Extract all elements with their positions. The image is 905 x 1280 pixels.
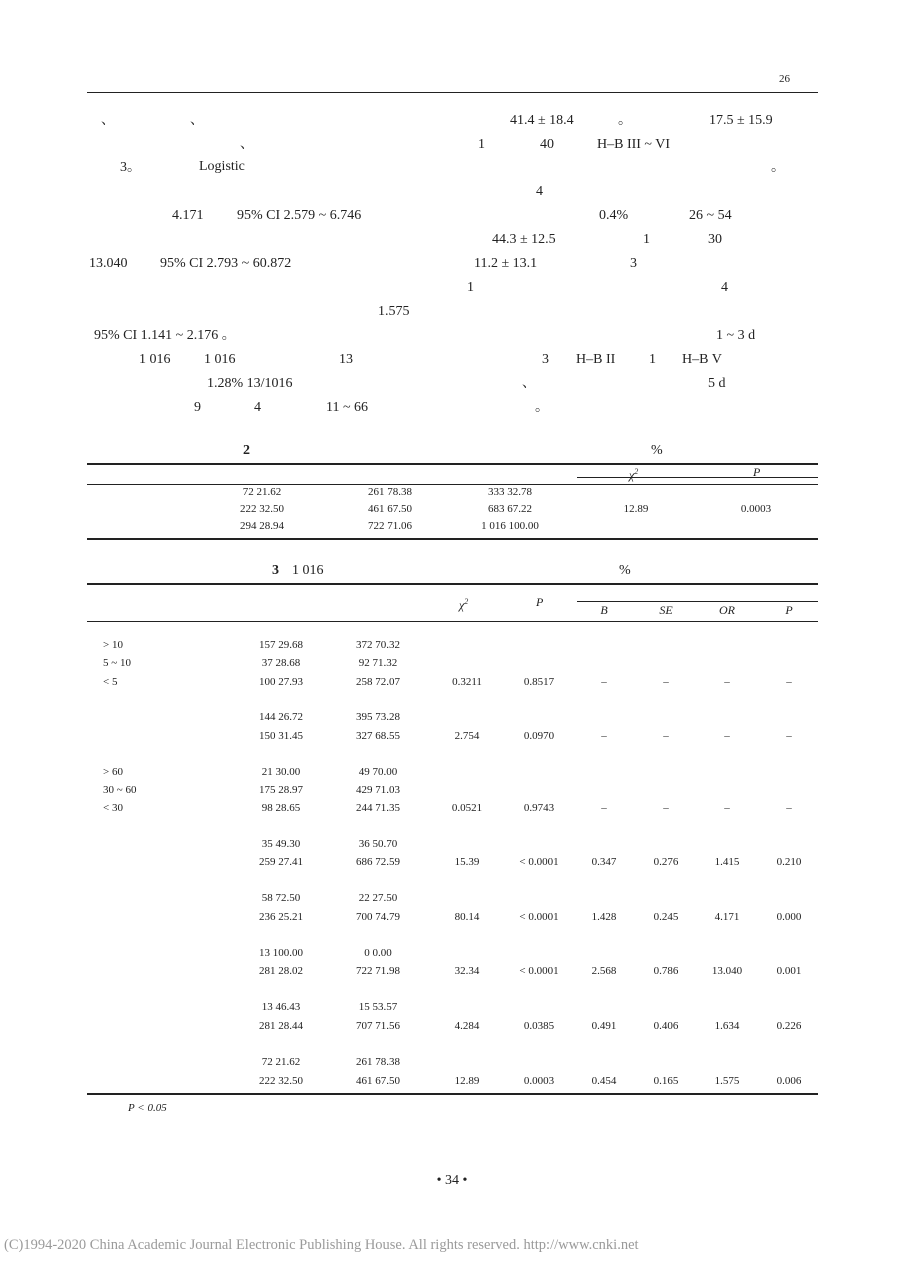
table-3-cell-b: 261 78.38 [356, 1056, 400, 1068]
table-2-cell-b: 722 71.06 [368, 520, 412, 532]
table-3-caption: 1 016 [292, 563, 324, 578]
table-3-cell-b: 92 71.32 [358, 657, 398, 669]
table-3-cell-OR: – [724, 676, 730, 688]
table-3-bottom-rule [87, 1093, 818, 1095]
table-2-cell-a: 222 32.50 [240, 503, 284, 515]
right-col-text: 、 [522, 376, 536, 391]
table-3-cell-P: 0.000 [776, 911, 802, 923]
right-col-text: 。 [618, 113, 632, 128]
table-3-cell-b: 700 74.79 [356, 911, 400, 923]
table-3-cell-b: 395 73.28 [356, 711, 400, 723]
table-3-cell-b: 686 72.59 [356, 856, 400, 868]
table-2-chi-header [629, 467, 638, 483]
table-3-cell-a: 35 49.30 [261, 838, 301, 850]
table-3-cell-a: 281 28.02 [259, 965, 303, 977]
table-3-cell-b: 0 0.00 [364, 947, 392, 959]
table-3-cell-B: 0.454 [591, 1075, 617, 1087]
page-number: • 34 • [436, 1173, 468, 1188]
right-col-text: 17.5 ± 15.9 [709, 113, 773, 128]
table-3-row-label: < 5 [103, 676, 118, 688]
table-3-cell-SE: – [663, 730, 669, 742]
table-2-top-rule [87, 463, 818, 465]
table-3-cell-a: 144 26.72 [259, 711, 303, 723]
table-2-cell-c: 683 67.22 [488, 503, 532, 515]
table-3-cell-SE: 0.406 [653, 1020, 679, 1032]
table-3-number: 3 [272, 563, 279, 578]
table-3-cell-OR: 1.634 [714, 1020, 740, 1032]
table-3-cell-chi: 2.754 [454, 730, 480, 742]
table-3-cell-SE: 0.165 [653, 1075, 679, 1087]
left-col-text: 、 [190, 113, 204, 128]
table-3-cell-P: 0.006 [776, 1075, 802, 1087]
table-3-cell-B: – [601, 676, 607, 688]
left-col-text: 13 [339, 352, 353, 367]
table-3-percent: % [619, 563, 631, 578]
table-3-chi-header [459, 597, 468, 613]
table-3-cell-b: 327 68.55 [356, 730, 400, 742]
table-3-row-label: > 60 [103, 766, 123, 778]
right-col-text: 1 [478, 137, 485, 152]
left-col-text: 、 [101, 113, 115, 128]
left-col-text: 、 [240, 137, 254, 152]
right-col-text: 4 [536, 184, 543, 199]
table-3-cell-p: < 0.0001 [519, 856, 559, 868]
table-2-header-rule [87, 484, 818, 485]
left-col-text: 3。 [120, 160, 141, 175]
table-3-cell-p: 0.0970 [523, 730, 555, 742]
chi-sup: 2 [634, 467, 639, 476]
table-2-cell-a: 72 21.62 [242, 486, 282, 498]
table-3-cell-SE: – [663, 676, 669, 688]
table-3-header-rule [87, 621, 818, 622]
table-3-p-header: P [536, 595, 544, 609]
left-col-text: 95% CI 2.579 ~ 6.746 [237, 208, 362, 223]
table-3-cell-b: 707 71.56 [356, 1020, 400, 1032]
right-col-text: 1 [643, 232, 650, 247]
table-3-subheader: SE [659, 603, 673, 617]
table-2-cell-c: 1 016 100.00 [481, 520, 539, 532]
table-3-cell-chi: 12.89 [454, 1075, 480, 1087]
table-3-cell-SE: 0.786 [653, 965, 679, 977]
table-3-cell-P: 0.001 [776, 965, 802, 977]
right-col-text: 5 d [708, 376, 726, 391]
left-col-text: 11 ~ 66 [326, 400, 369, 415]
table-3-row-label: 5 ~ 10 [103, 657, 131, 669]
table-3-cell-P: – [786, 676, 792, 688]
table-2-cell-b: 461 67.50 [368, 503, 412, 515]
table-2-number: 2 [243, 443, 250, 458]
table-3-cell-OR: 4.171 [714, 911, 740, 923]
table-3-cell-B: 1.428 [591, 911, 617, 923]
table-3-cell-P: 0.226 [776, 1020, 802, 1032]
right-col-text: 4 [721, 280, 728, 295]
left-col-text: 95% CI 1.141 ~ 2.176 。 [94, 328, 236, 343]
table-3-subheader: P [785, 603, 793, 617]
left-col-text: 1 016 [139, 352, 171, 367]
table-2-cell-b: 261 78.38 [368, 486, 412, 498]
table-3-cell-chi: 0.0521 [451, 802, 483, 814]
table-3-cell-a: 175 28.97 [259, 784, 303, 796]
table-3-cell-p: 0.0385 [523, 1020, 555, 1032]
table-3-cell-B: 0.491 [591, 1020, 617, 1032]
right-col-text: 3 [630, 256, 637, 271]
table-3-cell-OR: – [724, 802, 730, 814]
table-3-cell-B: – [601, 802, 607, 814]
table-3-cell-b: 372 70.32 [356, 639, 400, 651]
table-3-row-label: > 10 [103, 639, 123, 651]
table-3-cell-chi: 80.14 [454, 911, 480, 923]
right-col-text: H–B III ~ VI [597, 137, 671, 152]
table-3-cell-OR: 1.415 [714, 856, 740, 868]
left-col-text: 13.040 [89, 256, 128, 271]
table-3-cell-B: 0.347 [591, 856, 617, 868]
table-3-cell-p: < 0.0001 [519, 911, 559, 923]
table-3-cell-p: 0.8517 [523, 676, 555, 688]
right-col-text: 。 [771, 160, 785, 175]
chi-sup: 2 [464, 597, 469, 606]
table-3-cell-b: 722 71.98 [356, 965, 400, 977]
table-3-cell-b: 244 71.35 [356, 802, 400, 814]
left-col-text: 1.575 [378, 304, 410, 319]
table-3-logistic-rule [577, 601, 818, 602]
right-col-text: 41.4 ± 18.4 [510, 113, 574, 128]
left-col-text: 4.171 [172, 208, 204, 223]
table-2-bottom-rule [87, 538, 818, 540]
left-col-text: 9 [194, 400, 201, 415]
table-2-percent: % [651, 443, 663, 458]
right-col-text: 30 [708, 232, 722, 247]
right-col-text: H–B II [576, 352, 616, 367]
left-col-text: 4 [254, 400, 261, 415]
table-3-cell-a: 150 31.45 [259, 730, 303, 742]
table-3-cell-OR: – [724, 730, 730, 742]
table-3-cell-a: 157 29.68 [259, 639, 303, 651]
table-3-cell-chi: 0.3211 [452, 676, 482, 688]
table-3-cell-P: – [786, 802, 792, 814]
header-rule [87, 92, 818, 93]
table-3-cell-p: 0.9743 [523, 802, 555, 814]
right-col-text: 40 [540, 137, 554, 152]
table-3-cell-B: – [601, 730, 607, 742]
right-col-text: 1 [649, 352, 656, 367]
chi-label: χ [629, 468, 635, 482]
table-3-row-label: < 30 [103, 802, 123, 814]
table-3-cell-a: 259 27.41 [259, 856, 303, 868]
table-3-cell-chi: 4.284 [454, 1020, 480, 1032]
table-3-cell-B: 2.568 [591, 965, 617, 977]
right-col-text: 3 [542, 352, 549, 367]
table-3-cell-SE: 0.276 [653, 856, 679, 868]
table-2-cell-c: 333 32.78 [488, 486, 532, 498]
table-3-cell-b: 49 70.00 [358, 766, 398, 778]
table-3-cell-P: – [786, 730, 792, 742]
table-3-cell-b: 22 27.50 [358, 892, 398, 904]
table-3-cell-a: 281 28.44 [259, 1020, 303, 1032]
table-3-cell-P: 0.210 [776, 856, 802, 868]
right-col-text: 44.3 ± 12.5 [492, 232, 556, 247]
table-3-cell-SE: 0.245 [653, 911, 679, 923]
table-3-subheader: OR [719, 603, 735, 617]
table-3-top-rule [87, 583, 818, 585]
right-col-text: 11.2 ± 13.1 [474, 256, 538, 271]
table-3-cell-p: < 0.0001 [519, 965, 559, 977]
left-col-text: 1.28% 13/1016 [207, 376, 293, 391]
table-3-subheader: B [600, 603, 608, 617]
left-col-text: 1 016 [204, 352, 236, 367]
right-col-text: 1 ~ 3 d [716, 328, 756, 343]
table-3-cell-a: 222 32.50 [259, 1075, 303, 1087]
table-3-cell-OR: 1.575 [714, 1075, 740, 1087]
table-3-cell-a: 236 25.21 [259, 911, 303, 923]
table-3-cell-SE: – [663, 802, 669, 814]
right-col-text: 1 [467, 280, 474, 295]
table-3-cell-a: 37 28.68 [261, 657, 301, 669]
table-3-cell-a: 98 28.65 [261, 802, 301, 814]
table-3-cell-OR: 13.040 [711, 965, 743, 977]
table-2-cell-a: 294 28.94 [240, 520, 284, 532]
table-2-stat-rule [577, 477, 818, 478]
table-3-cell-a: 58 72.50 [261, 892, 301, 904]
table-3-cell-b: 36 50.70 [358, 838, 398, 850]
table-3-cell-a: 72 21.62 [261, 1056, 301, 1068]
table-3-row-label: 30 ~ 60 [103, 784, 137, 796]
table-3-cell-chi: 32.34 [454, 965, 480, 977]
table-3-cell-b: 429 71.03 [356, 784, 400, 796]
right-col-text: H–B V [682, 352, 722, 367]
copyright-line: (C)1994-2020 China Academic Journal Electronic Publishing House. All rights reserved. http://www.cnki.net [4, 1237, 639, 1253]
table-2-cell-p: 0.0003 [740, 503, 772, 515]
table-3-cell-b: 258 72.07 [356, 676, 400, 688]
table-3-cell-chi: 15.39 [454, 856, 480, 868]
chi-label: χ [459, 598, 465, 612]
right-col-text: 0.4% [599, 208, 629, 223]
left-col-text: Logistic [199, 159, 245, 174]
left-col-text: 95% CI 2.793 ~ 60.872 [160, 256, 292, 271]
table-3-cell-a: 21 30.00 [261, 766, 301, 778]
table-2-cell-chi: 12.89 [623, 503, 649, 515]
right-col-text: 26 ~ 54 [689, 208, 732, 223]
right-col-text: 。 [535, 400, 549, 415]
table-2-p-header: P [753, 465, 761, 479]
table-3-cell-a: 13 46.43 [261, 1001, 301, 1013]
table-3-cell-a: 100 27.93 [259, 676, 303, 688]
table-3-cell-b: 15 53.57 [358, 1001, 398, 1013]
table-3-cell-p: 0.0003 [523, 1075, 555, 1087]
table-3-cell-a: 13 100.00 [259, 947, 303, 959]
page-ref: 26 [779, 73, 790, 85]
table-3-cell-b: 461 67.50 [356, 1075, 400, 1087]
table-3-footnote: P < 0.05 [128, 1102, 167, 1114]
